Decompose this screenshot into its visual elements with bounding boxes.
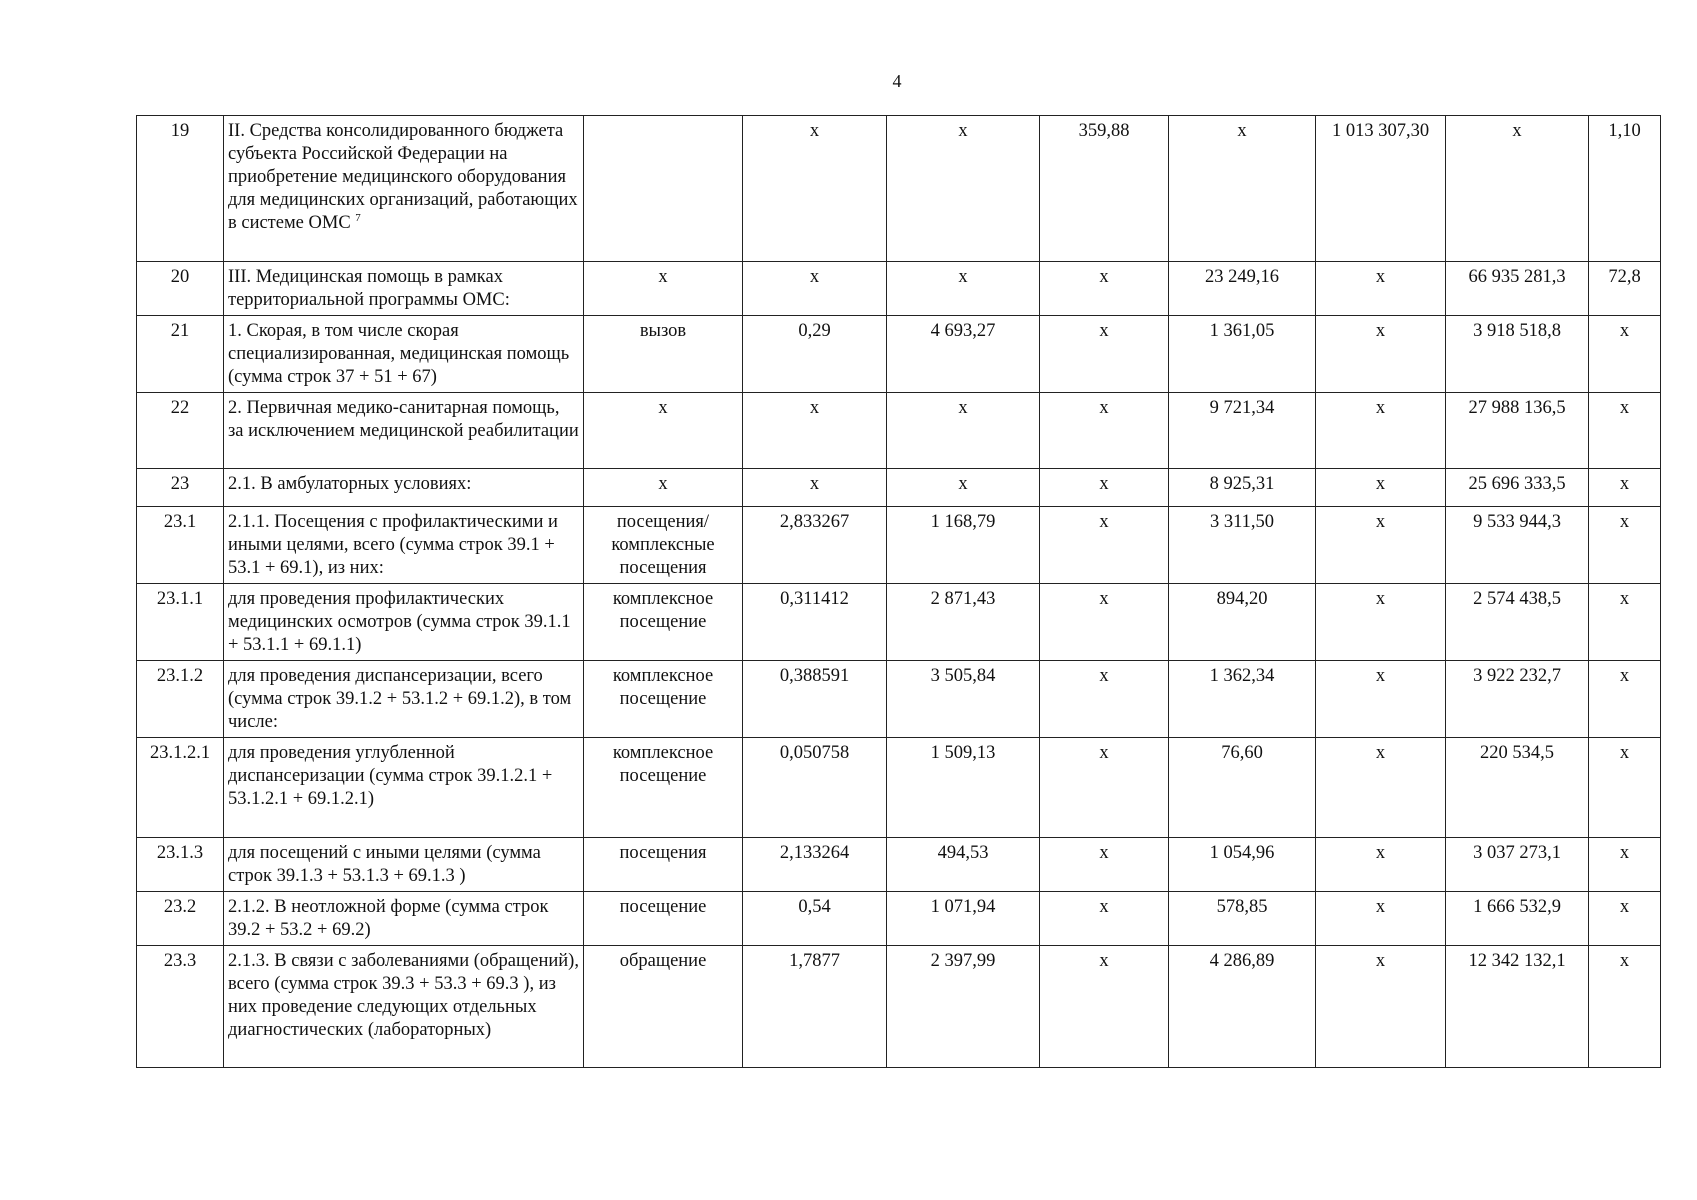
unit-cell: посещения [584, 838, 743, 892]
unit-cell: х [584, 393, 743, 469]
row-name-cell [224, 661, 584, 738]
row-number-cell: 22 [137, 393, 224, 469]
unit-cell: посещение [584, 892, 743, 946]
value-cell: х [1040, 892, 1169, 946]
value-cell: х [1316, 661, 1446, 738]
table-row [137, 892, 1661, 946]
row-number-cell: 20 [137, 262, 224, 316]
row-name-cell [224, 892, 584, 946]
value-cell: х [1316, 393, 1446, 469]
unit-cell: х [584, 262, 743, 316]
table-row [137, 469, 1661, 507]
value-cell: 3 037 273,1 [1446, 838, 1589, 892]
value-cell: х [1316, 584, 1446, 661]
row-name-text: для проведения профилактических медицинских осмотров (сумма строк 39.1.1 + 53.1.1 + 69.1.1) [228, 589, 571, 655]
unit-cell: комплексное посещение [584, 584, 743, 661]
value-cell: х [887, 469, 1040, 507]
row-name-text: II. Средства консолидированного бюджета субъекта Российской Федерации на приобретение медицинского оборудования для медицинских организаций, работающих в системе ОМС [228, 121, 578, 233]
value-cell: х [1040, 262, 1169, 316]
row-name-text: для проведения диспансеризации, всего (сумма строк 39.1.2 + 53.1.2 + 69.1.2), в том числе: [228, 666, 572, 732]
page-number: 4 [892, 71, 902, 91]
value-cell: 66 935 281,3 [1446, 262, 1589, 316]
value-cell: х [1316, 838, 1446, 892]
value-cell: х [1589, 892, 1661, 946]
row-number-cell: 21 [137, 316, 224, 393]
value-cell: 359,88 [1040, 116, 1169, 262]
value-cell: х [1589, 946, 1661, 1068]
value-cell: 27 988 136,5 [1446, 393, 1589, 469]
row-name-cell [224, 469, 584, 507]
row-number-cell: 23.3 [137, 946, 224, 1068]
row-name-cell [224, 316, 584, 393]
value-cell: 2,133264 [743, 838, 887, 892]
row-number-cell: 23.2 [137, 892, 224, 946]
table-row [137, 738, 1661, 838]
unit-cell: посещения/комплексные посещения [584, 507, 743, 584]
row-name-cell [224, 262, 584, 316]
row-name-text: III. Медицинская помощь в рамках территориальной программы ОМС: [228, 267, 510, 310]
value-cell: х [1040, 838, 1169, 892]
value-cell: 1 168,79 [887, 507, 1040, 584]
row-name-cell [224, 507, 584, 584]
value-cell: х [1040, 661, 1169, 738]
value-cell: х [1040, 393, 1169, 469]
value-cell: 578,85 [1169, 892, 1316, 946]
row-name-cell [224, 116, 584, 262]
value-cell: 9 721,34 [1169, 393, 1316, 469]
table-row [137, 661, 1661, 738]
value-cell: 1 666 532,9 [1446, 892, 1589, 946]
value-cell: 1 071,94 [887, 892, 1040, 946]
value-cell: х [887, 262, 1040, 316]
value-cell: х [1040, 507, 1169, 584]
row-name-text: для посещений с иными целями (сумма строк 39.1.3 + 53.1.3 + 69.1.3 ) [228, 843, 541, 886]
row-name-text: 2.1.3. В связи с заболеваниями (обращений), всего (сумма строк 39.3 + 53.3 + 69.3 ), из них проведение следующих отдельных диагностических (лабораторных) [228, 951, 579, 1040]
row-number-cell: 23.1.2 [137, 661, 224, 738]
value-cell: х [1316, 507, 1446, 584]
value-cell: 494,53 [887, 838, 1040, 892]
value-cell: 3 311,50 [1169, 507, 1316, 584]
value-cell: 12 342 132,1 [1446, 946, 1589, 1068]
value-cell: х [1316, 262, 1446, 316]
value-cell: х [1316, 946, 1446, 1068]
value-cell: х [1040, 946, 1169, 1068]
table-row [137, 393, 1661, 469]
value-cell: х [1040, 469, 1169, 507]
value-cell: х [1316, 892, 1446, 946]
value-cell: 0,050758 [743, 738, 887, 838]
value-cell: 2 871,43 [887, 584, 1040, 661]
value-cell: х [1169, 116, 1316, 262]
value-cell: 0,388591 [743, 661, 887, 738]
unit-cell: комплексное посещение [584, 738, 743, 838]
value-cell: 0,29 [743, 316, 887, 393]
unit-cell: х [584, 469, 743, 507]
row-number-cell: 23.1.2.1 [137, 738, 224, 838]
unit-cell: комплексное посещение [584, 661, 743, 738]
value-cell: 1,7877 [743, 946, 887, 1068]
value-cell: 2,833267 [743, 507, 887, 584]
table-row [137, 946, 1661, 1068]
program-cost-table [136, 115, 1661, 1068]
value-cell: 72,8 [1589, 262, 1661, 316]
value-cell: х [1589, 507, 1661, 584]
row-name-text: 1. Скорая, в том числе скорая специализированная, медицинская помощь (сумма строк 37 + 51 + 67) [228, 321, 570, 387]
value-cell: 1 054,96 [1169, 838, 1316, 892]
table-row [137, 116, 1661, 262]
value-cell: 8 925,31 [1169, 469, 1316, 507]
value-cell: х [1040, 584, 1169, 661]
value-cell: 23 249,16 [1169, 262, 1316, 316]
unit-cell: обращение [584, 946, 743, 1068]
value-cell: х [743, 262, 887, 316]
row-name-cell [224, 946, 584, 1068]
value-cell: 1 361,05 [1169, 316, 1316, 393]
value-cell: х [1589, 469, 1661, 507]
value-cell: х [1589, 838, 1661, 892]
footnote-mark: 7 [355, 211, 361, 224]
value-cell: 1 509,13 [887, 738, 1040, 838]
value-cell: х [1589, 738, 1661, 838]
value-cell: х [1589, 584, 1661, 661]
row-name-text: 2. Первичная медико-санитарная помощь, за исключением медицинской реабилитации [228, 398, 579, 441]
value-cell: х [1316, 316, 1446, 393]
row-name-cell [224, 584, 584, 661]
table-row [137, 316, 1661, 393]
value-cell: х [1316, 738, 1446, 838]
value-cell: 76,60 [1169, 738, 1316, 838]
value-cell: х [887, 393, 1040, 469]
table-row [137, 838, 1661, 892]
row-number-cell: 23.1.3 [137, 838, 224, 892]
value-cell: х [743, 116, 887, 262]
value-cell: х [1040, 738, 1169, 838]
value-cell: 1 013 307,30 [1316, 116, 1446, 262]
value-cell: х [1040, 316, 1169, 393]
unit-cell [584, 116, 743, 262]
row-name-cell [224, 393, 584, 469]
unit-cell: вызов [584, 316, 743, 393]
table-row [137, 584, 1661, 661]
value-cell: 1,10 [1589, 116, 1661, 262]
value-cell: 894,20 [1169, 584, 1316, 661]
row-name-cell [224, 738, 584, 838]
row-number-cell: 23 [137, 469, 224, 507]
value-cell: 3 918 518,8 [1446, 316, 1589, 393]
row-name-cell [224, 838, 584, 892]
row-name-text: 2.1. В амбулаторных условиях: [228, 474, 472, 494]
value-cell: 4 286,89 [1169, 946, 1316, 1068]
value-cell: х [1589, 393, 1661, 469]
row-number-cell: 23.1 [137, 507, 224, 584]
value-cell: 220 534,5 [1446, 738, 1589, 838]
row-name-text: для проведения углубленной диспансеризации (сумма строк 39.1.2.1 + 53.1.2.1 + 69.1.2.1) [228, 743, 553, 809]
value-cell: 3 505,84 [887, 661, 1040, 738]
value-cell: 0,54 [743, 892, 887, 946]
value-cell: х [743, 469, 887, 507]
value-cell: х [1589, 316, 1661, 393]
value-cell: х [743, 393, 887, 469]
value-cell: х [1316, 469, 1446, 507]
row-name-text: 2.1.2. В неотложной форме (сумма строк 39.2 + 53.2 + 69.2) [228, 897, 549, 940]
table-row [137, 507, 1661, 584]
table-row [137, 262, 1661, 316]
value-cell: 0,311412 [743, 584, 887, 661]
value-cell: 9 533 944,3 [1446, 507, 1589, 584]
row-name-text: 2.1.1. Посещения с профилактическими и иными целями, всего (сумма строк 39.1 + 53.1 + 69.1), из них: [228, 512, 558, 578]
value-cell: 4 693,27 [887, 316, 1040, 393]
value-cell: 2 574 438,5 [1446, 584, 1589, 661]
value-cell: 1 362,34 [1169, 661, 1316, 738]
value-cell: 25 696 333,5 [1446, 469, 1589, 507]
value-cell: 3 922 232,7 [1446, 661, 1589, 738]
value-cell: 2 397,99 [887, 946, 1040, 1068]
value-cell: х [1446, 116, 1589, 262]
value-cell: х [887, 116, 1040, 262]
value-cell: х [1589, 661, 1661, 738]
row-number-cell: 23.1.1 [137, 584, 224, 661]
row-number-cell: 19 [137, 116, 224, 262]
